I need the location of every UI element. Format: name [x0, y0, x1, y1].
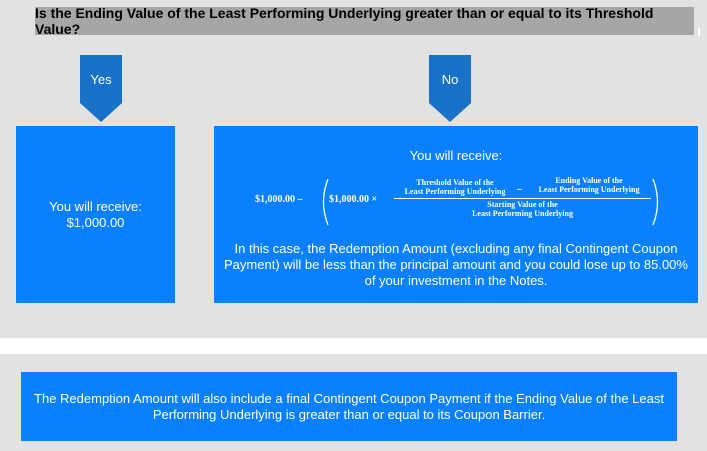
coupon-note-box [21, 372, 677, 441]
header-tick-mark [698, 28, 700, 36]
yes-outcome-box [16, 126, 175, 303]
yes-arrow-label: Yes [90, 72, 112, 87]
down-arrow-icon [80, 55, 122, 122]
no-outcome-box [214, 126, 698, 303]
redemption-formula [214, 178, 698, 226]
numerator-threshold: Threshold Value of the Least Performing Underlying [404, 178, 506, 196]
down-arrow-icon [429, 55, 471, 122]
yes-arrow [80, 55, 122, 122]
right-paren-icon [651, 178, 663, 226]
numerator-ending: Ending Value of the Least Performing Underlying [538, 176, 640, 194]
yes-outcome-line1: You will receive: [49, 198, 142, 214]
formula-minus: – [517, 184, 522, 195]
formula-inner-lead: $1,000.00 × [329, 194, 378, 205]
no-arrow-label: No [441, 72, 459, 87]
yes-outcome-amount: $1,000.00 [66, 214, 125, 230]
question-header: Is the Ending Value of the Least Performing Underlying greater than or equal to its Threshold Value? [35, 7, 694, 35]
no-outcome-title: You will receive: [409, 148, 503, 163]
fraction-bar [394, 198, 651, 199]
loss-explanation: In this case, the Redemption Amount (excluding any final Contingent Coupon Payment) will be less than the principal amount and you could lose up to 85.00% of your investment in the Notes. [224, 241, 688, 288]
coupon-note-text: The Redemption Amount will also include a final Contingent Coupon Payment if the Ending Value of the Least Performing Underlying is greater than or equal to its Coupon Barrier. [34, 390, 664, 422]
denominator-starting: Starting Value of the Least Performing Underlying [472, 200, 573, 218]
formula-lead: $1,000.00 – [255, 194, 303, 205]
no-arrow [429, 55, 471, 122]
